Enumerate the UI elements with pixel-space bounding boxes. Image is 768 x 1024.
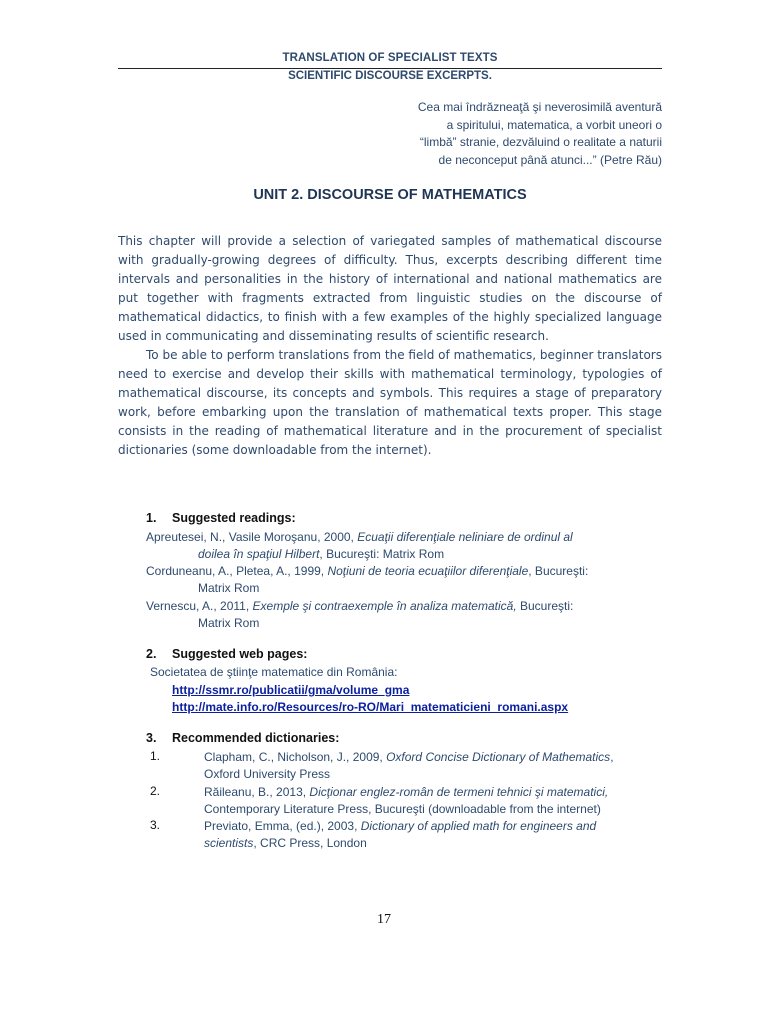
dictionary-item [204, 784, 662, 818]
dictionaries-heading-label: Recommended dictionaries: [172, 731, 340, 745]
paragraph-intro: This chapter will provide a selection of variegated samples of mathematical discourse with gradually-growing degrees of difficulty. Thus, excerpts describing different time intervals and personalities in the history of international and national mathematics are put together with fragments extracted from linguistic studies on the discourse of mathematical didactics, to finish with a few examples of the highly specialized language used in communicating and disseminating results of scientific research. [118, 234, 662, 343]
header-divider [118, 68, 662, 69]
epigraph-line: Cea mai îndrăzneaţă şi neverosimilă aventură [417, 100, 662, 114]
dictionary-number: 2. [150, 784, 161, 798]
dictionaries-number: 3. [146, 731, 157, 745]
unit-title: UNIT 2. DISCOURSE OF MATHEMATICS [253, 187, 527, 203]
readings-heading-label: Suggested readings: [172, 511, 296, 525]
dictionary-number: 3. [150, 818, 161, 832]
dictionary-publisher: , CRC Press, London [253, 836, 367, 850]
dictionary-publisher: Contemporary Literature Press, Bucureşti (downloadable from the internet) [204, 802, 601, 816]
header-subtitle: SCIENTIFIC DISCOURSE EXCERPTS. [288, 70, 492, 82]
reading-continuation [146, 546, 662, 563]
reading-city: , Bucureşti: [528, 564, 589, 578]
reading-title: Ecuaţii diferenţiale neliniare de ordinul al [357, 530, 573, 544]
reading-title-cont: doilea în spaţiul Hilbert [198, 547, 320, 561]
reading-item [146, 529, 662, 563]
paragraph-preparation: To be able to perform translations from the field of mathematics, beginner translators need to exercise and develop their skills with mathematical terminology, typologies of mathematical discourse, its concepts and symbols. This requires a stage of preparatory work, before embarking upon the translation of mathematical texts proper. This stage consists in the reading of mathematical literature and in the procurement of specialist dictionaries (some downloadable from the internet). [118, 348, 662, 457]
header-title: TRANSLATION OF SPECIALIST TEXTS [282, 52, 498, 64]
reading-item [146, 598, 662, 632]
readings-number: 1. [146, 511, 157, 525]
dictionary-title: Dictionary of applied math for engineers and [360, 819, 597, 833]
dictionary-publisher: Oxford University Press [204, 767, 331, 781]
dictionary-punct: , [610, 750, 614, 764]
dictionary-item [204, 818, 662, 852]
web-pages-heading-label: Suggested web pages: [172, 647, 308, 661]
page-number: 17 [377, 912, 391, 927]
dictionary-title-cont: scientists [204, 836, 254, 850]
dictionary-item [204, 749, 662, 783]
reading-authors: Vernescu, A., 2011, [146, 599, 253, 613]
reading-authors: Corduneanu, A., Pletea, A., 1999, [146, 564, 328, 578]
web-pages-heading [146, 647, 307, 661]
reading-authors: Apreutesei, N., Vasile Moroşanu, 2000, [146, 530, 358, 544]
web-pages-number: 2. [146, 647, 157, 661]
epigraph-line: de neconceput până atunci...” (Petre Rău) [438, 152, 662, 167]
dictionary-authors: Clapham, C., Nicholson, J., 2009, [204, 750, 387, 764]
dictionary-authors: Răileanu, B., 2013, [204, 785, 310, 799]
reading-item [146, 563, 662, 597]
reading-city: Bucureşti: [516, 599, 574, 613]
dictionaries-heading [146, 731, 339, 745]
body-text [118, 232, 662, 460]
dictionary-authors: Previato, Emma, (ed.), 2003, [204, 819, 361, 833]
reading-title: Noţiuni de teoria ecuaţiilor diferenţiale [327, 564, 529, 578]
dictionary-title: Oxford Concise Dictionary of Mathematics [386, 750, 611, 764]
epigraph-quote [342, 99, 662, 169]
link-ssmr[interactable]: http://ssmr.ro/publicatii/gma/volume_gma [172, 683, 410, 697]
readings-heading [146, 511, 296, 525]
web-pages-label: Societatea de ştiinţe matematice din România: [150, 665, 398, 679]
epigraph-line: “limbă” stranie, dezvăluind o realitate a naturii [419, 135, 662, 149]
dictionary-title: Dicţionar englez-român de termeni tehnici şi matematici, [309, 785, 609, 799]
reading-publisher: , Bucureşti: Matrix Rom [319, 547, 445, 561]
epigraph-line: a spiritului, matematica, a vorbit uneori o [446, 117, 662, 132]
link-mate-info[interactable]: http://mate.info.ro/Resources/ro-RO/Mari_matematicieni_romani.aspx [172, 700, 569, 714]
reading-title: Exemple şi contraexemple în analiza matematică, [252, 599, 517, 613]
reading-publisher: Matrix Rom [198, 581, 260, 595]
reading-publisher: Matrix Rom [198, 616, 260, 630]
dictionary-number: 1. [150, 749, 161, 763]
